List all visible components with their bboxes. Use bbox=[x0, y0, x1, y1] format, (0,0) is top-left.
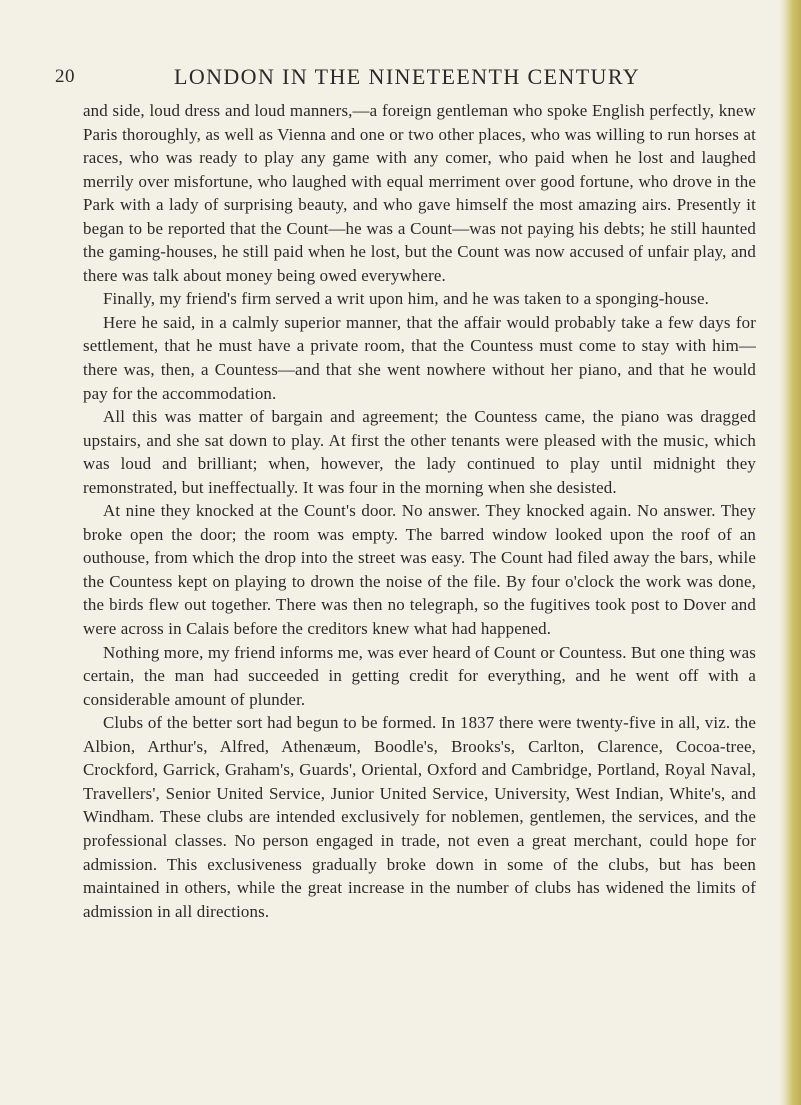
paragraph-6: Nothing more, my friend informs me, was ever heard of Count or Countess. But one thing was certain, the man had succeeded in getting credit for everything, and he went off with a considerable amount of plunder. bbox=[83, 642, 756, 709]
body-text bbox=[83, 99, 756, 923]
page-edge-tint bbox=[779, 0, 801, 1105]
paragraph-4: All this was matter of bargain and agreement; the Countess came, the piano was dragged upstairs, and she sat down to play. At first the other tenants were pleased with the music, which was loud and brilliant; when, however, the lady continued to play until midnight they remonstrated, but ineffectually. It was four in the morning when she desisted. bbox=[83, 407, 756, 497]
page-number: 20 bbox=[55, 66, 75, 87]
paragraph-7: Clubs of the better sort had begun to be formed. In 1837 there were twenty-five in all, viz. the Albion, Arthur's, Alfred, Athenæum, Boodle's, Brooks's, Carlton, Clarence, Cocoa-tree, Crockford, Garrick, Graham's, Guards', Oriental, Oxford and Cambridge, Portland, Royal Naval, Travellers', Senior United Service, Junior United Service, University, West Indian, White's, and Windham. These clubs are intended exclusively for noblemen, gentlemen, the services, and the professional classes. No person engaged in trade, not even a great merchant, could hope for admission. This exclusiveness gradually broke down in some of the clubs, but has been maintained in others, while the great increase in the number of clubs has widened the limits of admission in all directions. bbox=[83, 713, 756, 921]
paragraph-5: At nine they knocked at the Count's door. No answer. They knocked again. No answer. They broke open the door; the room was empty. The barred window looked upon the roof of an outhouse, from which the drop into the street was easy. The Count had filed away the bars, while the Countess kept on playing to drown the noise of the file. By four o'clock the work was done, the birds flew out together. There was then no telegraph, so the fugitives took post to Dover and were across in Calais before the creditors knew what had happened. bbox=[83, 501, 756, 639]
page-header bbox=[55, 60, 735, 96]
paragraph-3: Here he said, in a calmly superior manner, that the affair would probably take a few days for settlement, that he must have a private room, that the Countess must come to stay with him—there was, then, a Countess—and that she went nowhere without her piano, and that he would pay for the accommodation. bbox=[83, 312, 756, 403]
paragraph-2: Finally, my friend's firm served a writ upon him, and he was taken to a sponging-house. bbox=[103, 289, 710, 309]
paragraph-1: and side, loud dress and loud manners,—a foreign gentleman who spoke English perfectly, knew Paris thoroughly, as well as Vienna and one or two other places, who was willing to run horses at races, who was ready to play any game with any comer, who paid when he lost and laughed merrily over misfortune, who laughed with equal merriment over good fortune, who drove in the Park with a lady of surprising beauty, and who gave himself the most amazing airs. Presently it began to be reported that the Count—he was a Count—was not paying his debts; he still haunted the gaming-houses, he still paid when he lost, but the Count was now accused of unfair play, and there was talk about money being owed everywhere. bbox=[83, 101, 756, 285]
running-title: LONDON IN THE NINETEENTH CENTURY bbox=[173, 64, 640, 89]
